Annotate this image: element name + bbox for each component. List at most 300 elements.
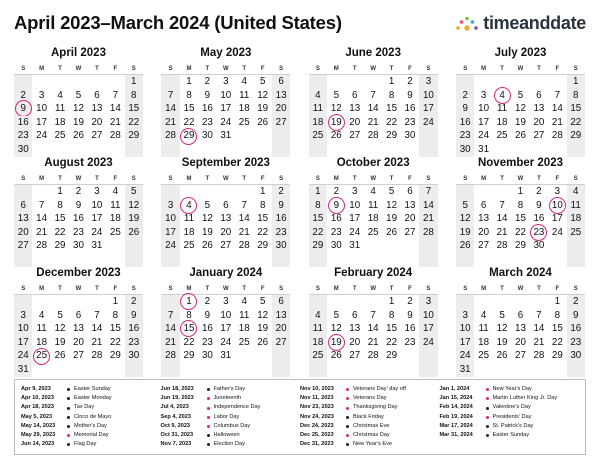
day-cell: 26 bbox=[125, 226, 143, 240]
legend-item bbox=[161, 394, 301, 403]
day-cell: 28 bbox=[109, 130, 121, 142]
day-cell: 28 bbox=[419, 226, 437, 240]
observance-dot-icon bbox=[67, 416, 70, 419]
empty-day-cell bbox=[364, 253, 382, 267]
day-cell: 23 bbox=[201, 116, 213, 128]
weekday-header bbox=[14, 175, 143, 184]
empty-day-cell bbox=[161, 363, 179, 377]
weekday-label: T bbox=[95, 176, 99, 182]
day-cell: 11 bbox=[239, 309, 250, 321]
empty-day-cell bbox=[198, 363, 216, 377]
day-cell: 12 bbox=[73, 103, 84, 115]
day-cell: 30 bbox=[201, 130, 213, 142]
empty-day-cell bbox=[493, 143, 511, 157]
day-cell: 30 bbox=[456, 143, 474, 157]
day-cell: 17 bbox=[161, 226, 179, 240]
day-cell: 30 bbox=[14, 143, 32, 157]
day-grid bbox=[161, 74, 290, 157]
weekday-label: S bbox=[131, 286, 136, 292]
day-cell: 22 bbox=[386, 116, 398, 128]
legend-date: Mar 17, 2024 bbox=[439, 422, 473, 429]
empty-day-cell bbox=[567, 239, 585, 253]
legend-holiday-name: Thanksgiving Day bbox=[353, 404, 398, 411]
legend-item bbox=[161, 431, 301, 440]
day-cell: 14 bbox=[367, 323, 379, 335]
day-cell: 14 bbox=[533, 323, 545, 335]
day-cell: 14 bbox=[161, 322, 179, 336]
day-cell: 31 bbox=[349, 240, 361, 252]
day-cell: 23 bbox=[567, 336, 585, 350]
month-calendar bbox=[161, 44, 290, 154]
legend-holiday-name: New Year's Eve bbox=[353, 441, 393, 448]
legend-item bbox=[21, 385, 161, 394]
day-cell: 11 bbox=[239, 89, 250, 101]
day-cell: 4 bbox=[38, 309, 45, 321]
day-cell: 15 bbox=[109, 323, 121, 335]
weekday-label: F bbox=[408, 66, 412, 72]
day-cell: 12 bbox=[257, 89, 269, 101]
day-cell: 28 bbox=[367, 350, 379, 362]
weekday-label: T bbox=[537, 176, 541, 182]
day-cell: 27 bbox=[515, 350, 526, 362]
day-cell: 8 bbox=[57, 199, 63, 211]
empty-day-cell bbox=[32, 363, 50, 377]
day-cell: 3 bbox=[480, 89, 487, 101]
day-cell: 18 bbox=[309, 116, 327, 130]
legend-holiday-name: Election Day bbox=[213, 441, 245, 448]
empty-day-cell bbox=[419, 349, 437, 363]
empty-day-cell bbox=[125, 253, 143, 267]
day-cell: 7 bbox=[554, 89, 561, 101]
legend-date: Dec 25, 2023 bbox=[300, 432, 334, 439]
legend-item bbox=[161, 413, 301, 422]
empty-day-cell bbox=[198, 185, 216, 199]
weekday-label: S bbox=[21, 66, 26, 72]
day-cell: 21 bbox=[496, 226, 508, 238]
day-cell: 30 bbox=[125, 349, 143, 363]
day-cell: 1 bbox=[112, 296, 119, 307]
weekday-label: S bbox=[21, 286, 26, 292]
day-cell: 11 bbox=[110, 199, 121, 211]
day-cell: 21 bbox=[551, 116, 563, 128]
holiday-day-cell: 9 bbox=[14, 102, 32, 116]
empty-day-cell bbox=[161, 143, 179, 157]
day-cell: 13 bbox=[349, 323, 361, 335]
day-cell: 20 bbox=[515, 336, 526, 348]
day-grid bbox=[456, 74, 585, 157]
observance-dot-icon bbox=[67, 443, 70, 446]
observance-dot-icon bbox=[67, 407, 70, 410]
day-cell: 16 bbox=[456, 116, 474, 130]
weekday-label: S bbox=[463, 176, 468, 182]
day-cell: 19 bbox=[201, 226, 213, 238]
day-cell: 13 bbox=[533, 103, 545, 115]
day-cell: 3 bbox=[14, 309, 32, 323]
legend-holiday-name: Veterans Day' day off bbox=[353, 386, 406, 392]
weekday-label: F bbox=[260, 286, 265, 292]
day-cell: 11 bbox=[478, 323, 489, 335]
day-cell: 3 bbox=[223, 296, 229, 307]
brand-logo[interactable] bbox=[455, 12, 586, 34]
legend-date: Dec 24, 2023 bbox=[300, 422, 334, 429]
day-cell: 1 bbox=[57, 186, 63, 197]
legend-holiday-name: Black Friday bbox=[353, 413, 384, 420]
weekday-header bbox=[161, 175, 290, 184]
weekday-label: T bbox=[352, 286, 357, 292]
day-cell: 13 bbox=[272, 89, 290, 103]
day-cell: 2 bbox=[75, 186, 82, 197]
day-cell: 28 bbox=[161, 349, 179, 363]
observance-dot-icon bbox=[486, 434, 489, 437]
day-cell: 29 bbox=[567, 129, 585, 143]
day-cell: 1 bbox=[186, 76, 192, 87]
day-cell: 31 bbox=[478, 143, 490, 155]
day-cell: 10 bbox=[419, 89, 437, 103]
empty-day-cell bbox=[125, 143, 143, 157]
empty-day-cell bbox=[106, 75, 124, 89]
weekday-label: T bbox=[242, 286, 247, 292]
federal-holiday-dot-icon bbox=[207, 416, 210, 419]
empty-day-cell bbox=[180, 363, 198, 377]
day-cell: 25 bbox=[567, 226, 585, 240]
empty-day-cell bbox=[309, 363, 327, 377]
day-cell: 25 bbox=[238, 116, 250, 128]
day-cell: 20 bbox=[220, 226, 232, 238]
day-cell: 15 bbox=[515, 213, 526, 225]
weekday-label: T bbox=[352, 66, 357, 72]
legend-item bbox=[440, 413, 580, 422]
day-cell: 11 bbox=[36, 323, 47, 335]
day-cell: 5 bbox=[204, 199, 211, 211]
empty-day-cell bbox=[106, 239, 124, 253]
empty-day-cell bbox=[567, 363, 585, 377]
weekday-label: S bbox=[426, 176, 431, 182]
day-cell: 20 bbox=[349, 336, 361, 348]
day-cell: 15 bbox=[386, 103, 398, 115]
empty-day-cell bbox=[51, 295, 69, 309]
weekday-label: T bbox=[389, 286, 394, 292]
empty-day-cell bbox=[511, 253, 529, 267]
day-cell: 28 bbox=[161, 129, 179, 143]
weekday-label: T bbox=[205, 286, 210, 292]
day-cell: 25 bbox=[183, 240, 195, 252]
empty-day-cell bbox=[382, 363, 400, 377]
weekday-label: M bbox=[481, 176, 487, 182]
weekday-label: T bbox=[500, 286, 504, 292]
day-cell: 30 bbox=[73, 240, 84, 252]
observance-dot-icon bbox=[346, 443, 349, 446]
empty-day-cell bbox=[180, 253, 198, 267]
day-cell: 4 bbox=[57, 89, 63, 101]
day-cell: 26 bbox=[496, 350, 508, 362]
month-title: March 2024 bbox=[489, 267, 552, 279]
day-cell: 5 bbox=[259, 76, 266, 87]
empty-day-cell bbox=[69, 363, 87, 377]
day-cell: 17 bbox=[478, 116, 490, 128]
day-cell: 24 bbox=[161, 239, 179, 253]
empty-day-cell bbox=[272, 143, 290, 157]
empty-day-cell bbox=[161, 75, 179, 89]
day-cell: 7 bbox=[370, 309, 376, 321]
weekday-label: S bbox=[279, 176, 284, 182]
empty-day-cell bbox=[327, 143, 345, 157]
weekday-label: M bbox=[481, 286, 487, 292]
empty-day-cell bbox=[88, 295, 106, 309]
legend-date: May 14, 2023 bbox=[21, 422, 56, 429]
day-cell: 12 bbox=[330, 103, 342, 115]
empty-day-cell bbox=[235, 185, 253, 199]
legend-item bbox=[440, 403, 580, 412]
day-cell: 22 bbox=[109, 336, 121, 348]
day-cell: 11 bbox=[183, 213, 195, 225]
day-cell: 14 bbox=[496, 213, 508, 225]
weekday-label: F bbox=[260, 66, 265, 72]
day-cell: 10 bbox=[161, 212, 179, 226]
day-cell: 9 bbox=[125, 309, 143, 323]
legend-column bbox=[21, 385, 161, 449]
federal-holiday-dot-icon bbox=[207, 407, 210, 410]
legend-date: Feb 19, 2024 bbox=[439, 413, 473, 420]
federal-holiday-dot-icon bbox=[486, 388, 489, 391]
empty-day-cell bbox=[530, 253, 548, 267]
day-cell: 19 bbox=[125, 212, 143, 226]
day-cell: 3 bbox=[161, 199, 179, 213]
day-cell: 18 bbox=[183, 226, 195, 238]
day-cell: 28 bbox=[91, 350, 103, 362]
day-cell: 25 bbox=[478, 350, 490, 362]
empty-day-cell bbox=[235, 253, 253, 267]
day-cell: 14 bbox=[551, 103, 563, 115]
federal-holiday-dot-icon bbox=[346, 407, 349, 410]
weekday-label: M bbox=[333, 286, 339, 292]
day-cell: 23 bbox=[456, 129, 474, 143]
day-cell: 19 bbox=[257, 323, 269, 335]
empty-day-cell bbox=[125, 363, 143, 377]
empty-day-cell bbox=[14, 295, 32, 309]
day-cell: 12 bbox=[456, 212, 474, 226]
day-cell: 27 bbox=[73, 350, 84, 362]
empty-day-cell bbox=[364, 143, 382, 157]
day-cell: 18 bbox=[496, 116, 508, 128]
empty-day-cell bbox=[161, 253, 179, 267]
day-cell: 2 bbox=[204, 296, 211, 307]
month-calendar bbox=[456, 154, 585, 264]
federal-holiday-dot-icon bbox=[346, 388, 349, 391]
day-cell: 14 bbox=[91, 323, 103, 335]
day-grid bbox=[456, 294, 585, 377]
day-cell: 16 bbox=[201, 323, 213, 335]
legend-holiday-name: Martin Luther King Jr. Day bbox=[492, 395, 558, 402]
day-cell: 8 bbox=[388, 89, 395, 101]
empty-day-cell bbox=[198, 253, 216, 267]
observance-dot-icon bbox=[207, 434, 210, 437]
legend-holiday-name: Father's Day bbox=[213, 386, 246, 392]
day-cell: 10 bbox=[419, 309, 437, 323]
day-cell: 19 bbox=[515, 116, 526, 128]
day-cell: 27 bbox=[349, 350, 361, 362]
weekday-label: T bbox=[389, 66, 394, 72]
day-cell: 8 bbox=[186, 89, 192, 101]
day-cell: 13 bbox=[220, 213, 232, 225]
legend-date: Jul 4, 2023 bbox=[160, 404, 189, 411]
day-cell: 12 bbox=[125, 199, 143, 213]
day-cell: 26 bbox=[73, 130, 84, 142]
legend-holiday-name: Easter Monday bbox=[74, 395, 112, 402]
day-cell: 9 bbox=[407, 89, 413, 101]
month-title: July 2023 bbox=[494, 47, 547, 59]
empty-day-cell bbox=[32, 75, 50, 89]
day-grid bbox=[14, 74, 143, 157]
day-cell: 19 bbox=[496, 336, 508, 348]
day-cell: 9 bbox=[272, 199, 290, 213]
empty-day-cell bbox=[327, 75, 345, 89]
empty-day-cell bbox=[567, 253, 585, 267]
weekday-label: T bbox=[242, 176, 247, 182]
day-cell: 17 bbox=[419, 322, 437, 336]
empty-day-cell bbox=[106, 143, 124, 157]
weekday-header bbox=[309, 285, 438, 294]
day-cell: 24 bbox=[349, 226, 361, 238]
day-cell: 24 bbox=[36, 130, 48, 142]
day-cell: 4 bbox=[309, 309, 327, 323]
legend-holiday-name: Mother's Day bbox=[74, 422, 107, 429]
empty-day-cell bbox=[456, 185, 474, 199]
legend-date: Mar 31, 2024 bbox=[439, 432, 473, 439]
day-cell: 26 bbox=[330, 350, 342, 362]
day-cell: 9 bbox=[456, 102, 474, 116]
holiday-day-cell: 1 bbox=[180, 295, 198, 309]
day-cell: 19 bbox=[386, 213, 398, 225]
day-cell: 16 bbox=[404, 103, 416, 115]
empty-day-cell bbox=[530, 295, 548, 309]
holiday-day-cell: 29 bbox=[180, 129, 198, 143]
day-cell: 25 bbox=[309, 129, 327, 143]
empty-day-cell bbox=[32, 295, 50, 309]
day-cell: 10 bbox=[36, 103, 48, 115]
weekday-label: W bbox=[517, 286, 524, 292]
weekday-header bbox=[456, 175, 585, 184]
weekday-label: F bbox=[113, 176, 118, 182]
day-cell: 6 bbox=[480, 199, 487, 211]
empty-day-cell bbox=[567, 143, 585, 157]
day-cell: 26 bbox=[54, 350, 66, 362]
day-cell: 17 bbox=[456, 336, 474, 350]
day-cell: 8 bbox=[567, 89, 585, 103]
empty-day-cell bbox=[401, 349, 419, 363]
weekday-label: M bbox=[186, 66, 192, 72]
weekday-label: T bbox=[95, 286, 99, 292]
legend-holiday-name: Easter Sunday bbox=[74, 386, 111, 392]
empty-day-cell bbox=[51, 253, 69, 267]
empty-day-cell bbox=[235, 143, 253, 157]
day-cell: 23 bbox=[272, 226, 290, 240]
day-cell: 6 bbox=[536, 89, 542, 101]
weekday-label: W bbox=[222, 176, 229, 182]
day-cell: 31 bbox=[91, 240, 103, 252]
day-cell: 30 bbox=[567, 349, 585, 363]
legend-date: Oct 31, 2023 bbox=[160, 432, 194, 439]
empty-day-cell bbox=[253, 349, 271, 363]
empty-day-cell bbox=[309, 295, 327, 309]
day-cell: 18 bbox=[238, 103, 250, 115]
day-cell: 7 bbox=[536, 309, 542, 321]
day-cell: 3 bbox=[38, 89, 45, 101]
day-cell: 25 bbox=[496, 130, 508, 142]
empty-day-cell bbox=[235, 349, 253, 363]
empty-day-cell bbox=[419, 363, 437, 377]
day-cell: 8 bbox=[125, 89, 143, 103]
empty-day-cell bbox=[346, 143, 364, 157]
weekday-label: S bbox=[131, 66, 136, 72]
weekday-label: W bbox=[517, 176, 524, 182]
day-cell: 28 bbox=[533, 350, 545, 362]
empty-day-cell bbox=[382, 253, 400, 267]
weekday-label: M bbox=[333, 66, 339, 72]
day-cell: 14 bbox=[36, 213, 48, 225]
day-cell: 16 bbox=[533, 213, 545, 225]
day-cell: 27 bbox=[349, 130, 361, 142]
legend-date: Oct 9, 2023 bbox=[160, 422, 191, 429]
day-cell: 5 bbox=[333, 309, 340, 321]
day-cell: 27 bbox=[404, 226, 416, 238]
empty-day-cell bbox=[235, 363, 253, 377]
day-cell: 21 bbox=[367, 116, 379, 128]
holiday-legend bbox=[14, 379, 586, 455]
weekday-label: T bbox=[389, 176, 394, 182]
day-cell: 16 bbox=[567, 322, 585, 336]
legend-holiday-name: Christmas Eve bbox=[353, 422, 390, 429]
day-cell: 5 bbox=[388, 186, 395, 197]
day-cell: 25 bbox=[109, 226, 121, 238]
day-cell: 17 bbox=[349, 213, 361, 225]
day-cell: 8 bbox=[309, 199, 327, 213]
day-cell: 3 bbox=[351, 186, 358, 197]
day-cell: 21 bbox=[238, 226, 250, 238]
empty-day-cell bbox=[364, 75, 382, 89]
legend-date: Nov 10, 2023 bbox=[300, 386, 334, 392]
legend-holiday-name: Columbus Day bbox=[213, 422, 251, 429]
day-cell: 21 bbox=[91, 336, 103, 348]
day-cell: 22 bbox=[309, 226, 327, 240]
legend-item bbox=[440, 431, 580, 440]
weekday-header bbox=[14, 65, 143, 74]
day-cell: 23 bbox=[14, 129, 32, 143]
empty-day-cell bbox=[51, 143, 69, 157]
day-cell: 3 bbox=[554, 186, 561, 197]
legend-column bbox=[300, 385, 440, 449]
day-cell: 9 bbox=[536, 199, 542, 211]
legend-holiday-name: Juneteenth bbox=[213, 395, 242, 402]
weekday-label: T bbox=[205, 176, 210, 182]
day-cell: 8 bbox=[259, 199, 266, 211]
weekday-label: F bbox=[408, 176, 412, 182]
empty-day-cell bbox=[364, 239, 382, 253]
empty-day-cell bbox=[327, 363, 345, 377]
legend-item bbox=[440, 385, 580, 394]
day-cell: 31 bbox=[220, 350, 232, 362]
holiday-day-cell: 19 bbox=[327, 336, 345, 350]
day-cell: 8 bbox=[112, 309, 119, 321]
day-cell: 20 bbox=[14, 226, 32, 240]
empty-day-cell bbox=[530, 75, 548, 89]
day-cell: 2 bbox=[456, 89, 474, 103]
day-cell: 28 bbox=[367, 130, 379, 142]
day-cell: 7 bbox=[499, 199, 505, 211]
weekday-label: T bbox=[95, 66, 99, 72]
empty-day-cell bbox=[253, 143, 271, 157]
empty-day-cell bbox=[530, 143, 548, 157]
day-cell: 6 bbox=[407, 186, 413, 197]
